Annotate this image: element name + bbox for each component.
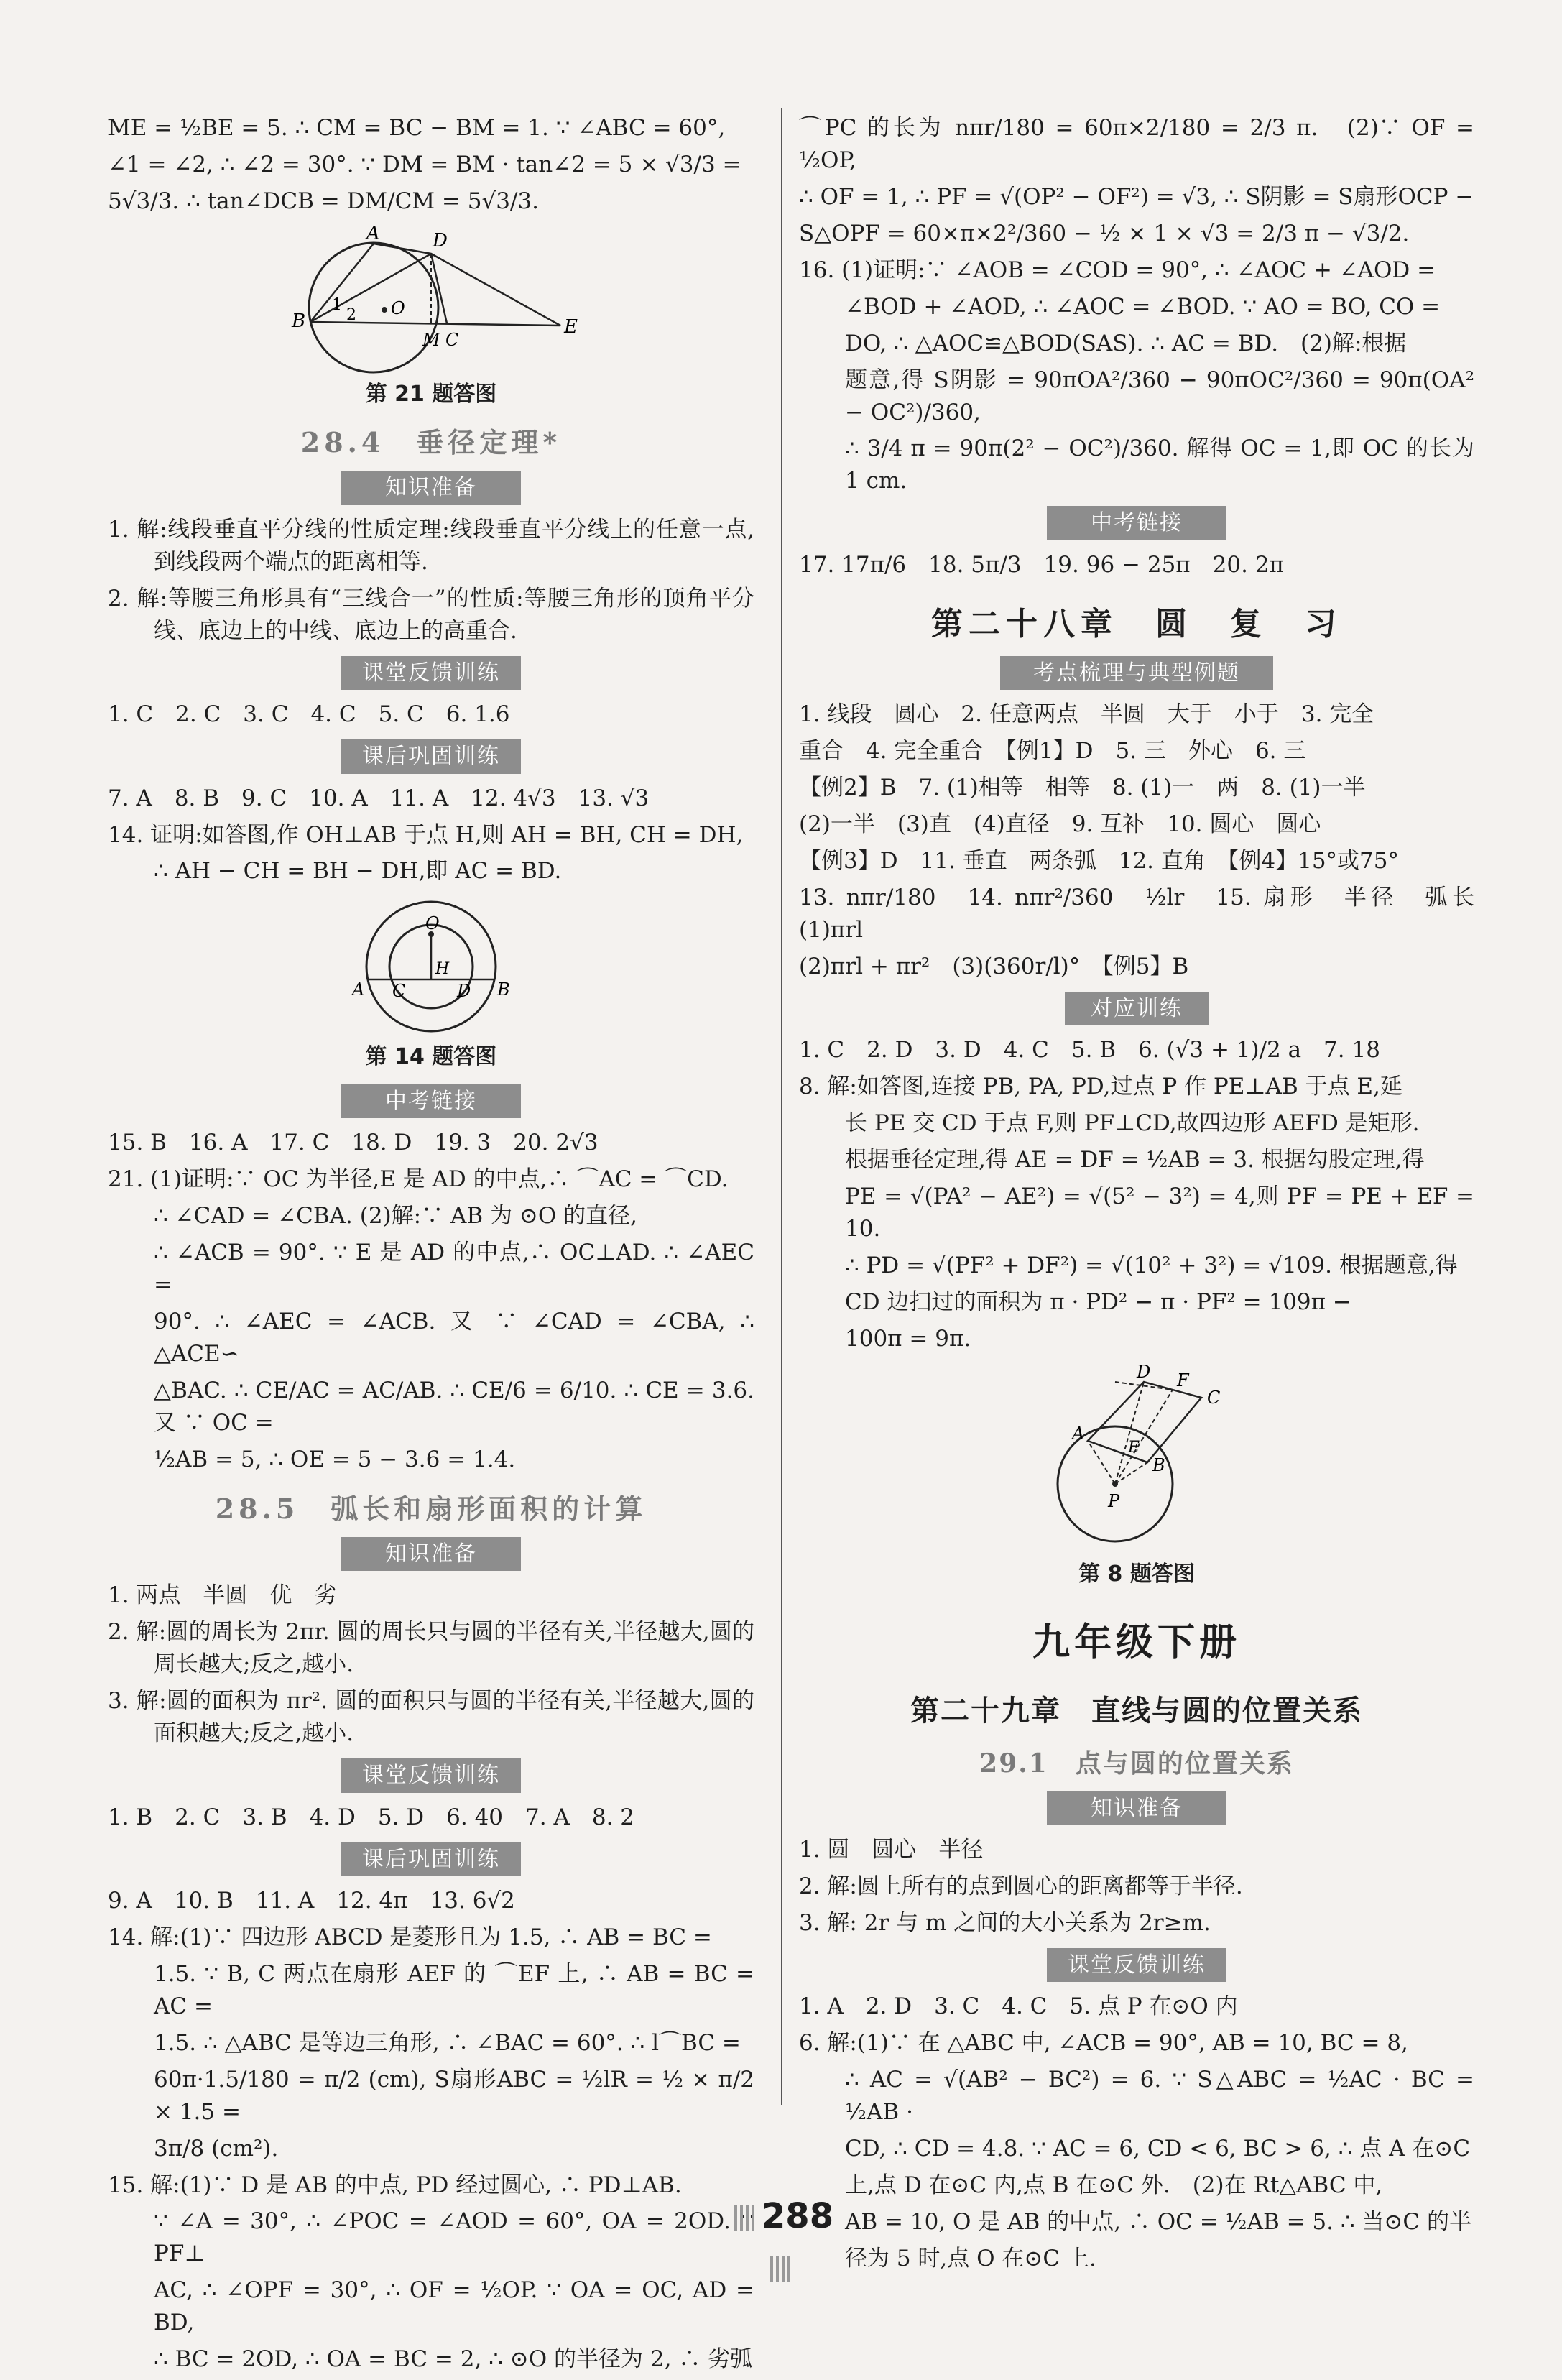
band-zhishi-1: 知识准备	[341, 471, 521, 505]
fig14-label-b: B	[497, 979, 510, 1000]
figure-21-caption: 第 21 题答图	[365, 381, 497, 407]
s291-q6-line-5: AB = 10, O 是 AB 的中点, ∴ OC = ½AB = 5. ∴ 当⊙C 的半	[845, 2209, 1471, 2235]
fig14-label-o: O	[425, 913, 440, 934]
s291-q6-line-6: 径为 5 时,点 O 在⊙C 上.	[845, 2245, 1096, 2271]
q16-line-1: 16. (1)证明:∵ ∠AOB = ∠COD = 90°, ∴ ∠AOC + ∠AOD =	[799, 257, 1436, 283]
figure-14	[338, 895, 524, 1038]
band-kehou-1: 课后巩固训练	[341, 739, 521, 774]
fig14-label-d: D	[457, 981, 471, 1002]
s285-kehou-answers: 9. A 10. B 11. A 12. 4π 13. 6√2	[108, 1888, 515, 1914]
s291-q6-line-2: ∴ AC = √(AB² − BC²) = 6. ∵ S△ABC = ½AC · BC = ½AB ·	[845, 2067, 1474, 2126]
fig8-label-a: A	[1072, 1424, 1085, 1444]
band-zhongkao-1: 中考链接	[341, 1084, 521, 1119]
s291-q6-line-4: 上,点 D 在⊙C 内,点 B 在⊙C 外. (2)在 Rt△ABC 中,	[845, 2172, 1383, 2199]
chapter-28-review-title: 第二十八章 圆 复 习	[931, 605, 1342, 642]
figure-21	[266, 225, 596, 376]
page-number: 288	[718, 2192, 844, 2292]
q8-line-6: CD 边扫过的面积为 π · PD² − π · PF² = 109π −	[845, 1288, 1351, 1315]
s284-q14-line-1: 14. 证明:如答图,作 OH⊥AB 于点 H,则 AH = BH, CH = DH,	[108, 821, 744, 848]
s284-q21-line-2: ∴ ∠CAD = ∠CBA. (2)解:∵ AB 为 ⊙O 的直径,	[154, 1203, 637, 1230]
s284-q21-line-4: 90°. ∴ ∠AEC = ∠ACB. 又 ∵ ∠CAD = ∠CBA, ∴ △ACE∽	[154, 1309, 754, 1367]
s291-ketang-answers: 1. A 2. D 3. C 4. C 5. 点 P 在⊙O 内	[799, 1993, 1238, 2020]
cont15-line-2: ∴ OF = 1, ∴ PF = √(OP² − OF²) = √3, ∴ S阴影 = S扇形OCP −	[799, 183, 1474, 210]
kaodian-line-6: 13. nπr/180 14. nπr²/360 ½lr 15. 扇形 半径 弧长 (1)πrl	[799, 884, 1497, 943]
section-29-1-title: 29.1 点与圆的位置关系	[979, 1748, 1294, 1779]
column-divider	[781, 108, 782, 2105]
s285-q15-line-1: 15. 解:(1)∵ D 是 AB 的中点, PD 经过圆心, ∴ PD⊥AB.	[108, 2172, 682, 2198]
s284-q21-line-3: ∴ ∠ACB = 90°. ∵ E 是 AD 的中点,∴ OC⊥AD. ∴ ∠AEC =	[154, 1240, 754, 1299]
figure-14-caption: 第 14 题答图	[365, 1044, 497, 1070]
band-kaodian: 考点梳理与典型例题	[1000, 656, 1273, 691]
s284-q14-line-2: ∴ AH − CH = BH − DH,即 AC = BD.	[154, 858, 562, 885]
q8-line-2: 长 PE 交 CD 于点 F,则 PF⊥CD,故四边形 AEFD 是矩形.	[845, 1110, 1420, 1136]
kaodian-line-3: 【例2】B 7. (1)相等 相等 8. (1)一 两 8. (1)一半	[799, 774, 1366, 801]
q8-line-1: 8. 解:如答图,连接 PB, PA, PD,过点 P 作 PE⊥AB 于点 E,延	[799, 1073, 1402, 1099]
fig14-label-a: A	[352, 979, 365, 1000]
band-zhongkao-2: 中考链接	[1047, 506, 1226, 540]
s291-q6-line-3: CD, ∴ CD = 4.8. ∵ AC = 6, CD < 6, BC > 6, ∴ 点 A 在⊙C	[845, 2136, 1471, 2162]
s285-item-1: 1. 两点 半圆 优 劣	[108, 1582, 337, 1609]
fig21-label-a: A	[366, 224, 380, 244]
fig14-label-h: H	[435, 960, 450, 979]
s284-kehou-answers: 7. A 8. B 9. C 10. A 11. A 12. 4√3 13. √3	[108, 785, 650, 811]
s284-q21-line-1: 21. (1)证明:∵ OC 为半径,E 是 AD 的中点,∴ ⌒AC = ⌒CD.	[108, 1166, 729, 1193]
fig8-label-d: D	[1137, 1362, 1151, 1383]
fig8-label-f: F	[1177, 1370, 1189, 1391]
band-ketang-2: 课堂反馈训练	[341, 1758, 521, 1793]
s285-q14-line-1: 14. 解:(1)∵ 四边形 ABCD 是菱形且为 1.5, ∴ AB = BC =	[108, 1924, 712, 1950]
s285-q15-line-3: AC, ∴ ∠OPF = 30°, ∴ OF = ½OP. ∵ OA = OC, AD = BD,	[154, 2277, 754, 2336]
kaodian-line-2: 重合 4. 完全重合 【例1】D 5. 三 外心 6. 三	[799, 737, 1306, 764]
fig21-label-c: C	[445, 329, 459, 350]
fig21-label-m: M	[422, 329, 440, 350]
cont15-line-3: S△OPF = 60×π×2²/360 − ½ × 1 × √3 = 2/3 π − √3/2.	[799, 220, 1410, 246]
s285-item-3: 3. 解:圆的面积为 πr². 圆的面积只与圆的半径有关,半径越大,圆的面积越大;反之,越小.	[108, 1688, 754, 1747]
s284-item-2: 2. 解:等腰三角形具有“三线合一”的性质:等腰三角形的顶角平分线、底边上的中线、底边上的高重合.	[108, 585, 754, 644]
chapter-29-title: 第二十九章 直线与圆的位置关系	[910, 1694, 1363, 1728]
section-28-4-title: 28.4 垂径定理*	[300, 426, 562, 459]
right-column	[799, 108, 1497, 2279]
fig8-label-e: E	[1128, 1439, 1140, 1457]
s285-q15-line-2: ∵ ∠A = 30°, ∴ ∠POC = ∠AOD = 60°, OA = 2OD. ∵ PF⊥	[154, 2208, 754, 2267]
q8-line-4: PE = √(PA² − AE²) = √(5² − 3²) = 4,则 PF = PE + EF = 10.	[845, 1183, 1474, 1242]
band-duiying: 对应训练	[1065, 992, 1209, 1026]
intro-line-2: ∠1 = ∠2, ∴ ∠2 = 30°. ∵ DM = BM · tan∠2 = 5 × √3/3 =	[108, 151, 741, 177]
s284-item-1: 1. 解:线段垂直平分线的性质定理:线段垂直平分线上的任意一点,到线段两个端点的距离相等.	[108, 516, 754, 575]
s285-q15-line-4: ∴ BC = 2OD, ∴ OA = BC = 2, ∴ ⊙O 的半径为 2, ∴ 劣弧	[154, 2346, 753, 2373]
s284-zhongkao-answers: 15. B 16. A 17. C 18. D 19. 3 20. 2√3	[108, 1130, 599, 1156]
band-zhishi-3: 知识准备	[1047, 1791, 1226, 1826]
left-column	[108, 108, 754, 2380]
duiying-answers: 1. C 2. D 3. D 4. C 5. B 6. (√3 + 1)/2 a 7. 18	[799, 1037, 1380, 1064]
fig21-label-o: O	[391, 298, 405, 318]
kaodian-line-4: (2)一半 (3)直 (4)直径 9. 互补 10. 圆心 圆心	[799, 811, 1321, 837]
figure-8-caption: 第 8 题答图	[1078, 1562, 1195, 1587]
s291-item-1: 1. 圆 圆心 半径	[799, 1837, 984, 1863]
s291-item-3: 3. 解: 2r 与 m 之间的大小关系为 2r≥m.	[799, 1909, 1211, 1936]
fig21-label-1: 1	[332, 295, 342, 314]
band-ketang-1: 课堂反馈训练	[341, 656, 521, 691]
q8-line-5: ∴ PD = √(PF² + DF²) = √(10² + 3²) = √109. 根据题意,得	[845, 1252, 1458, 1278]
fig21-label-e: E	[564, 315, 578, 338]
q16-line-5: ∴ 3/4 π = 90π(2² − OC²)/360. 解得 OC = 1,即 OC 的长为 1 cm.	[845, 435, 1474, 494]
s285-q14-line-5: 3π/8 (cm²).	[154, 2135, 279, 2162]
s284-ketang-answers: 1. C 2. C 3. C 4. C 5. C 6. 1.6	[108, 701, 510, 728]
fig8-label-c: C	[1207, 1388, 1221, 1408]
s284-q21-line-6: ½AB = 5, ∴ OE = 5 − 3.6 = 1.4.	[154, 1446, 516, 1472]
intro-line-3: 5√3/3. ∴ tan∠DCB = DM/CM = 5√3/3.	[108, 188, 539, 214]
fig21-label-b: B	[292, 310, 306, 332]
fig14-label-c: C	[392, 981, 406, 1002]
intro-line-1: ME = ½BE = 5. ∴ CM = BC − BM = 1. ∵ ∠ABC = 60°,	[108, 115, 726, 141]
q16-line-2: ∠BOD + ∠AOD, ∴ ∠AOC = ∠BOD. ∵ AO = BO, CO =	[845, 293, 1441, 320]
s285-ketang-answers: 1. B 2. C 3. B 4. D 5. D 6. 40 7. A 8. 2	[108, 1804, 634, 1830]
kaodian-line-1: 1. 线段 圆心 2. 任意两点 半圆 大于 小于 3. 完全	[799, 701, 1374, 728]
fig21-label-d: D	[433, 229, 448, 252]
fig8-label-b: B	[1152, 1455, 1165, 1476]
s291-q6-line-1: 6. 解:(1)∵ 在 △ABC 中, ∠ACB = 90°, AB = 10, BC = 8,	[799, 2030, 1408, 2057]
figure-8	[1029, 1362, 1244, 1556]
band-kehou-2: 课后巩固训练	[341, 1842, 521, 1877]
zhongkao-2-answers: 17. 17π/6 18. 5π/3 19. 96 − 25π 20. 2π	[799, 551, 1284, 578]
q8-line-7: 100π = 9π.	[845, 1325, 971, 1352]
band-zhishi-2: 知识准备	[341, 1537, 521, 1572]
fig8-label-p: P	[1108, 1491, 1120, 1512]
s285-q14-line-4: 60π·1.5/180 = π/2 (cm), S扇形ABC = ½lR = ½ × π/2 × 1.5 =	[154, 2066, 754, 2125]
q16-line-4: 题意,得 S阴影 = 90πOA²/360 − 90πOC²/360 = 90π(OA² − OC²)/360,	[845, 366, 1474, 425]
section-28-5-title: 28.5 弧长和扇形面积的计算	[215, 1492, 647, 1525]
fig21-label-2: 2	[346, 305, 356, 324]
q8-line-3: 根据垂径定理,得 AE = DF = ½AB = 3. 根据勾股定理,得	[845, 1146, 1425, 1173]
q16-line-3: DO, ∴ △AOC≌△BOD(SAS). ∴ AC = BD. (2)解:根据	[845, 330, 1407, 356]
s284-q21-line-5: △BAC. ∴ CE/AC = AC/AB. ∴ CE/6 = 6/10. ∴ CE = 3.6. 又 ∵ OC =	[154, 1377, 754, 1436]
grade-title: 九年级下册	[1032, 1620, 1241, 1664]
s285-q14-line-2: 1.5. ∵ B, C 两点在扇形 AEF 的 ⌒EF 上, ∴ AB = BC = AC =	[154, 1960, 754, 2019]
kaodian-line-5: 【例3】D 11. 垂直 两条弧 12. 直角 【例4】15°或75°	[799, 847, 1399, 874]
band-ketang-3: 课堂反馈训练	[1047, 1948, 1226, 1983]
s285-item-2: 2. 解:圆的周长为 2πr. 圆的周长只与圆的半径有关,半径越大,圆的周长越大;反之,越小.	[108, 1619, 754, 1678]
s291-item-2: 2. 解:圆上所有的点到圆心的距离都等于半径.	[799, 1873, 1243, 1899]
cont15-line-1: ⌒PC 的长为 nπr/180 = 60π×2/180 = 2/3 π. (2)∵ OF = ½OP,	[799, 115, 1474, 173]
s285-q14-line-3: 1.5. ∴ △ABC 是等边三角形, ∴ ∠BAC = 60°. ∴ l⌒BC =	[154, 2029, 741, 2056]
kaodian-line-7: (2)πrl + πr² (3)(360r/l)° 【例5】B	[799, 953, 1189, 979]
